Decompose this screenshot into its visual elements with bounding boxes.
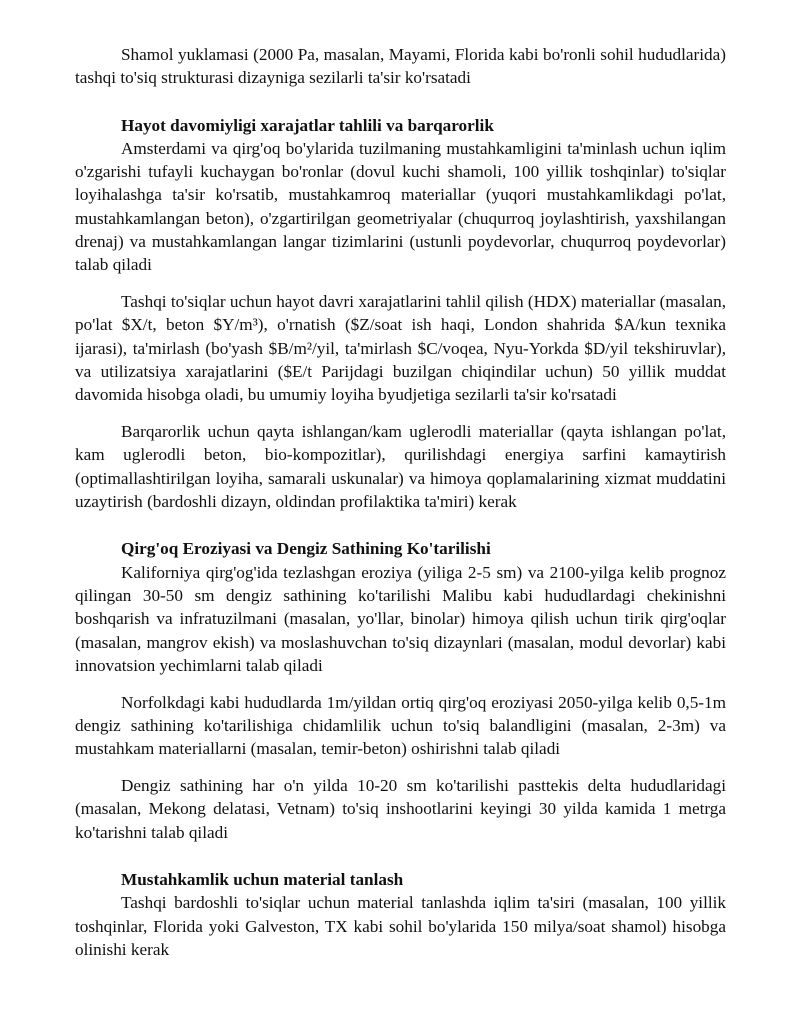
paragraph-lifecycle-analysis: Tashqi to'siqlar uchun hayot davri xarajatlarini tahlil qilish (HDX) materiallar (masalan, po'lat $X/t, beton $Y/m³), o'rnatish ($Z/soat ish haqi, London shahrida $A/kun texnika ijarasi), ta'mirlash (bo'yash $B/m²/yil, ta'mirlash $C/voqea, Nyu-Yorkda $D/yil tekshiruvlar), va utilizatsiya xarajatlarini ($E/t Parijdagi buzilgan chiqindilar uchun) 50 yillik muddat davomida hisobga oladi, bu umumiy loyiha byudjetiga sezilarli ta'sir ko'rsatadi — [75, 292, 726, 405]
document-page — [75, 43, 726, 961]
paragraph-sea-level-rise: Dengiz sathining har o'n yilda 10-20 sm ko'tarilishi pasttekis delta hududlaridagi (masalan, Mekong delatasi, Vetnam) to'siq inshootlarini keyingi 30 yilda kamida 1 metrga ko'tarishni talab qiladi — [75, 776, 726, 842]
paragraph-material-selection: Tashqi bardoshli to'siqlar uchun material tanlashda iqlim ta'siri (masalan, 100 yillik toshqinlar, Florida yoki Galveston, TX kabi sohil bo'ylarida 150 milya/soat shamol) hisobga olinishi kerak — [75, 893, 726, 959]
paragraph-wind-load: Shamol yuklamasi (2000 Pa, masalan, Mayami, Florida kabi bo'ronli sohil hududlarida) tashqi to'siq strukturasi dizayniga sezilarli ta'sir ko'rsatadi — [75, 45, 726, 88]
heading-material-selection: Mustahkamlik uchun material tanlash — [121, 869, 404, 889]
heading-life-cycle-cost: Hayot davomiyligi xarajatlar tahlili va barqarorlik — [121, 115, 494, 135]
heading-coastal-erosion: Qirg'oq Eroziyasi va Dengiz Sathining Ko'tarilishi — [121, 539, 491, 559]
paragraph-california-erosion: Kaliforniya qirg'og'ida tezlashgan eroziya (yiliga 2-5 sm) va 2100-yilga kelib prognoz qilingan 30-50 sm dengiz sathining ko'tarilishi Malibu kabi hududlardagi chekinishni boshqarish va infratuzilmani (masalan, yo'llar, binolar) himoya qilish uchun tirik qirg'oqlar (masalan, mangrov ekish) va moslashuvchan to'siq dizaynlari (masalan, modul devorlar) kabi innovatsion yechimlarni talab qiladi — [75, 562, 726, 675]
paragraph-sustainability: Barqarorlik uchun qayta ishlangan/kam uglerodli materiallar (qayta ishlangan po'lat, kam uglerodli beton, bio-kompozitlar), qurilishdagi energiya sarfini kamaytirish (optimallashtirilgan loyiha, samarali uskunalar) va himoya qoplamalarining xizmat muddatini uzaytirish (bardoshli dizayn, oldindan profilaktika ta'miri) kerak — [75, 422, 726, 512]
paragraph-climate-storms: Amsterdami va qirg'oq bo'ylarida tuzilmaning mustahkamligini ta'minlash uchun iqlim o'zgarishi tufayli kuchaygan bo'ronlar (dovul kuchi shamoli, 100 yillik toshqinlar) to'siqlar loyihalashga ta'sir ko'rsatib, mustahkamroq materiallar (yuqori mustahkamlikdagi po'lat, mustahkamlangan beton), o'zgartirilgan geometriyalar (chuqurroq joylashtirish, yaxshilangan drenaj) va mustahkamlangan langar tizimlarini (ustunli poydevorlar, chuqurroq poydevorlar) talab qiladi — [75, 138, 726, 275]
paragraph-norfolk-erosion: Norfolkdagi kabi hududlarda 1m/yildan ortiq qirg'oq eroziyasi 2050-yilga kelib 0,5-1m dengiz sathining ko'tarilishiga chidamlilik uchun to'siq balandligini (masalan, 2-3m) va mustahkam materiallarni (masalan, temir-beton) oshirishni talab qiladi — [75, 692, 726, 759]
